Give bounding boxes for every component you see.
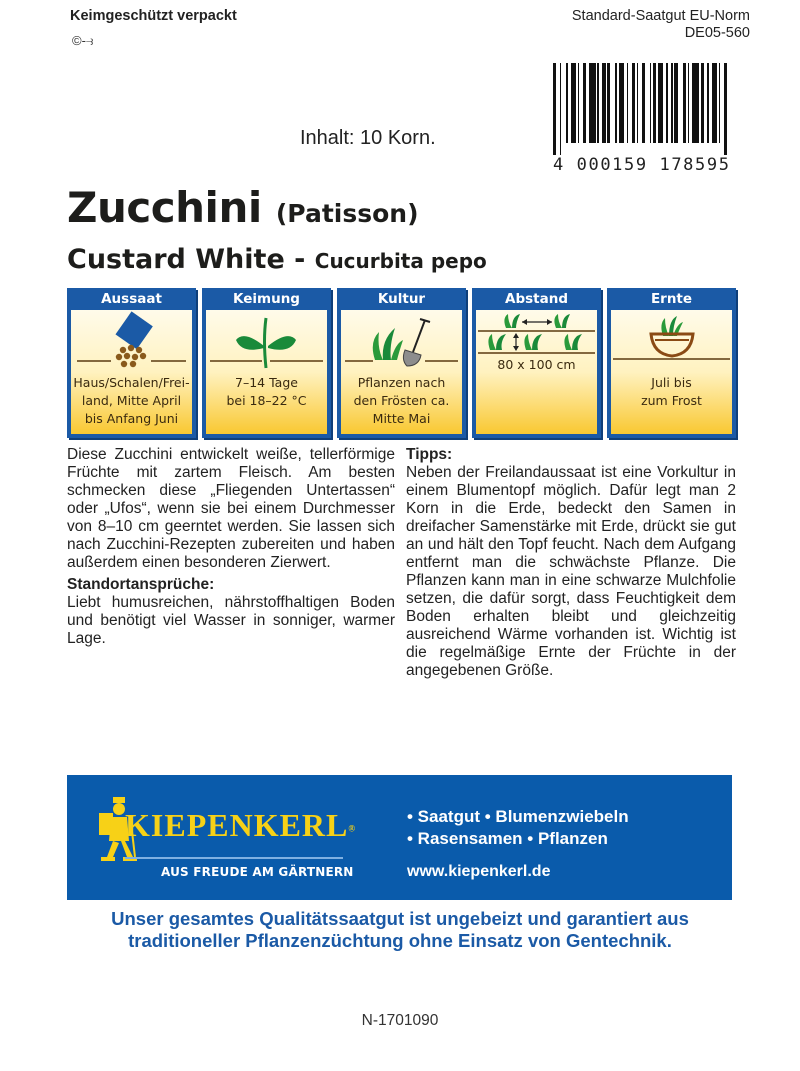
product-subtitle bbox=[67, 244, 487, 275]
brand-name: KIEPENKERL® bbox=[125, 807, 357, 843]
card-title: Aussaat bbox=[101, 291, 162, 307]
card-text: 80 x 100 cm bbox=[497, 357, 576, 372]
card-ernte bbox=[607, 288, 736, 438]
brand-divider bbox=[125, 857, 343, 859]
card-aussaat bbox=[67, 288, 196, 438]
variety-name: Custard White - bbox=[67, 244, 306, 275]
brand-banner bbox=[67, 775, 732, 900]
standard-norm: Standard-Saatgut EU-Norm bbox=[571, 8, 750, 24]
quality-statement: Unser gesamtes Qualitätssaatgut ist ungebeizt und garantiert aus traditioneller Pflanzenzüchtung ohne Einsatz von Gentechnik. bbox=[111, 908, 689, 951]
seed-packet-icon bbox=[71, 310, 192, 372]
card-title: Kultur bbox=[377, 291, 426, 307]
card-title: Abstand bbox=[505, 291, 568, 307]
tips-heading: Tipps: bbox=[406, 446, 453, 463]
barcode-bars bbox=[553, 63, 729, 155]
location-text: Liebt humusreichen, nährstoffhaltigen Boden und benötigt viel Wasser in sonniger, warmer Lage. bbox=[67, 594, 395, 647]
seedling-icon bbox=[206, 310, 327, 372]
location-heading: Standortansprüche: bbox=[67, 576, 215, 593]
product-name: Zucchini bbox=[67, 183, 262, 232]
product-title bbox=[67, 183, 419, 232]
article-code: N-1701090 bbox=[361, 1012, 439, 1029]
card-keimung bbox=[202, 288, 331, 438]
plant-spade-icon bbox=[341, 310, 462, 372]
card-abstand bbox=[472, 288, 601, 438]
standard-info bbox=[572, 8, 750, 42]
tips-column bbox=[406, 446, 736, 680]
card-kultur bbox=[337, 288, 466, 438]
latin-name: Cucurbita pepo bbox=[314, 249, 487, 273]
brand-tagline: AUS FREUDE AM GÄRTNERN bbox=[161, 865, 354, 879]
barcode-digits: 4 000159 178595 bbox=[553, 155, 731, 175]
germ-protection-symbol: ©-⥽ bbox=[72, 33, 94, 48]
website-link[interactable]: www.kiepenkerl.de bbox=[407, 863, 551, 880]
product-type: (Patisson) bbox=[275, 199, 419, 228]
card-text: Pflanzen nach den Frösten ca. Mitte Mai bbox=[353, 375, 450, 426]
packaging-note: Keimgeschützt verpackt bbox=[70, 8, 237, 24]
product-categories: • Saatgut • Blumenzwiebeln • Rasensamen • Pflanzen bbox=[407, 807, 629, 848]
description-intro: Diese Zucchini entwickelt weiße, tellerförmige Früchte mit zartem Fleisch. Am besten schmecken diese „Fliegenden Untertassen“ oder „Ufos“, wenn sie bei einem Durchmesser von 8–10 cm geerntet werden. Sie lassen sich nach Zucchini-Rezepten zubereiten und haben außerdem einen besonderen Zierwert. bbox=[67, 446, 395, 571]
contents-label: Inhalt: 10 Korn. bbox=[300, 127, 436, 149]
barcode bbox=[553, 63, 731, 175]
card-text: Haus/Schalen/Frei- land, Mitte April bis Anfang Juni bbox=[73, 375, 190, 426]
description-column bbox=[67, 446, 395, 648]
card-title: Keimung bbox=[233, 291, 300, 307]
harvest-bowl-icon bbox=[611, 310, 732, 372]
tips-text: Neben der Freilandaussaat ist eine Vorkultur in einem Blumentopf möglich. Dafür legt man 2 Korn in die Erde, bedeckt den Samen in dreifacher Samenstärke mit Erde, drückt sie gut an und hält den Topf feucht. Nach dem Aufgang entfernt man die schwächste Pflanze. Die Pflanzen kann man in eine schwarze Mulchfolie setzen, die dafür sorgt, dass Feuchtigkeit dem Boden erhalten bleibt und gleichzeitig ausreichend Wärme vorhanden ist. Wichtig ist die regelmäßige Ernte der Früchte in der angegebenen Größe. bbox=[406, 464, 736, 679]
growing-info-cards bbox=[67, 288, 737, 440]
card-text: 7–14 Tage bei 18–22 °C bbox=[226, 375, 307, 408]
card-title: Ernte bbox=[650, 291, 693, 307]
standard-code: DE05-560 bbox=[684, 25, 750, 41]
card-text: Juli bis zum Frost bbox=[641, 375, 702, 408]
